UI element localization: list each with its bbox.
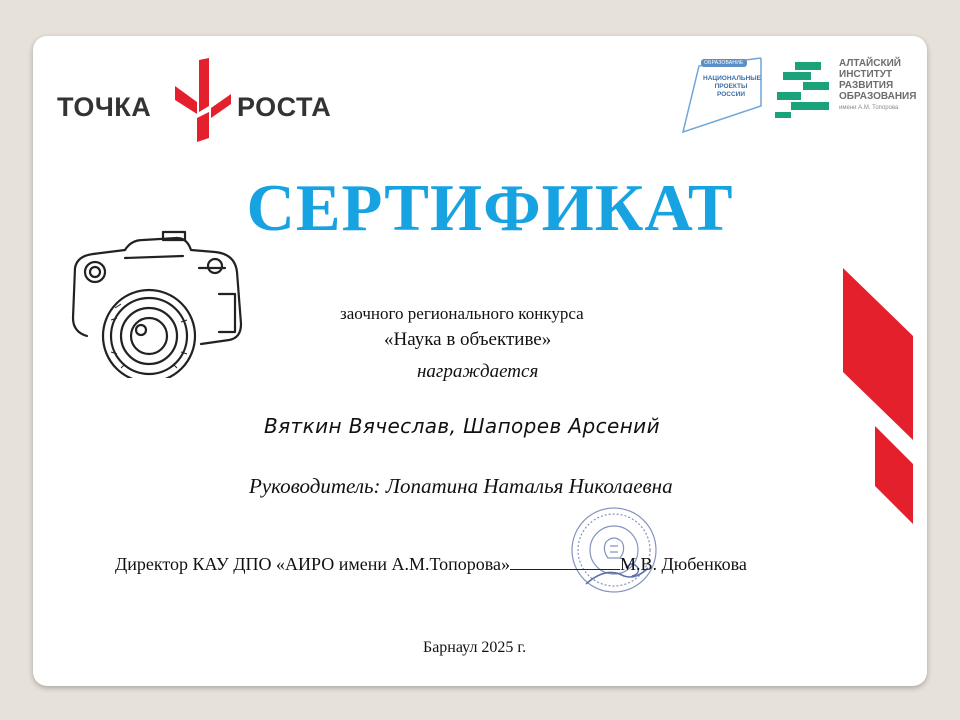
camera-icon — [65, 228, 255, 378]
national-projects-small-label: ОБРАЗОВАНИЕ — [701, 59, 747, 67]
director-signature-line — [115, 554, 747, 575]
airo-line: ИНСТИТУТ — [839, 69, 893, 80]
director-title: Директор КАУ ДПО «АИРО имени А.М.Топорова» — [115, 554, 511, 574]
director-name: М.В. Дюбенкова — [620, 554, 747, 574]
airo-line: РАЗВИТИЯ — [839, 80, 894, 91]
signature-blank — [510, 555, 620, 570]
airo-line: ОБРАЗОВАНИЯ — [839, 91, 917, 102]
decorative-red-shapes — [839, 268, 927, 528]
airo-logo — [773, 58, 923, 128]
winner-names: Вяткин Вячеслав, Шапорев Арсений — [264, 414, 660, 438]
airo-emblem-icon — [773, 58, 835, 120]
tochka-rosta-logo — [57, 56, 357, 146]
contest-type: заочного регионального конкурса — [340, 304, 584, 323]
national-projects-logo — [679, 56, 769, 134]
awarded-label: награждается — [417, 361, 539, 382]
certificate-title: СЕРТИФИКАТ — [246, 171, 734, 245]
national-projects-main-label: НАЦИОНАЛЬНЫЕ ПРОЕКТЫ РОССИИ — [703, 75, 761, 98]
logo-word-left: ТОЧКА — [57, 92, 152, 122]
logo-word-right: РОСТА — [237, 92, 332, 122]
tochka-rosta-sprout-icon — [169, 56, 239, 146]
contest-name: «Наука в объективе» — [384, 329, 552, 350]
airo-name — [839, 58, 916, 102]
airo-line: АЛТАЙСКИЙ — [839, 58, 901, 69]
certificate-card — [33, 36, 927, 686]
leader-line: Руководитель: Лопатина Наталья Николаевна — [249, 474, 673, 498]
airo-subtitle: имени А.М. Топорова — [839, 105, 899, 111]
city-year: Барнаул 2025 г. — [423, 639, 527, 656]
